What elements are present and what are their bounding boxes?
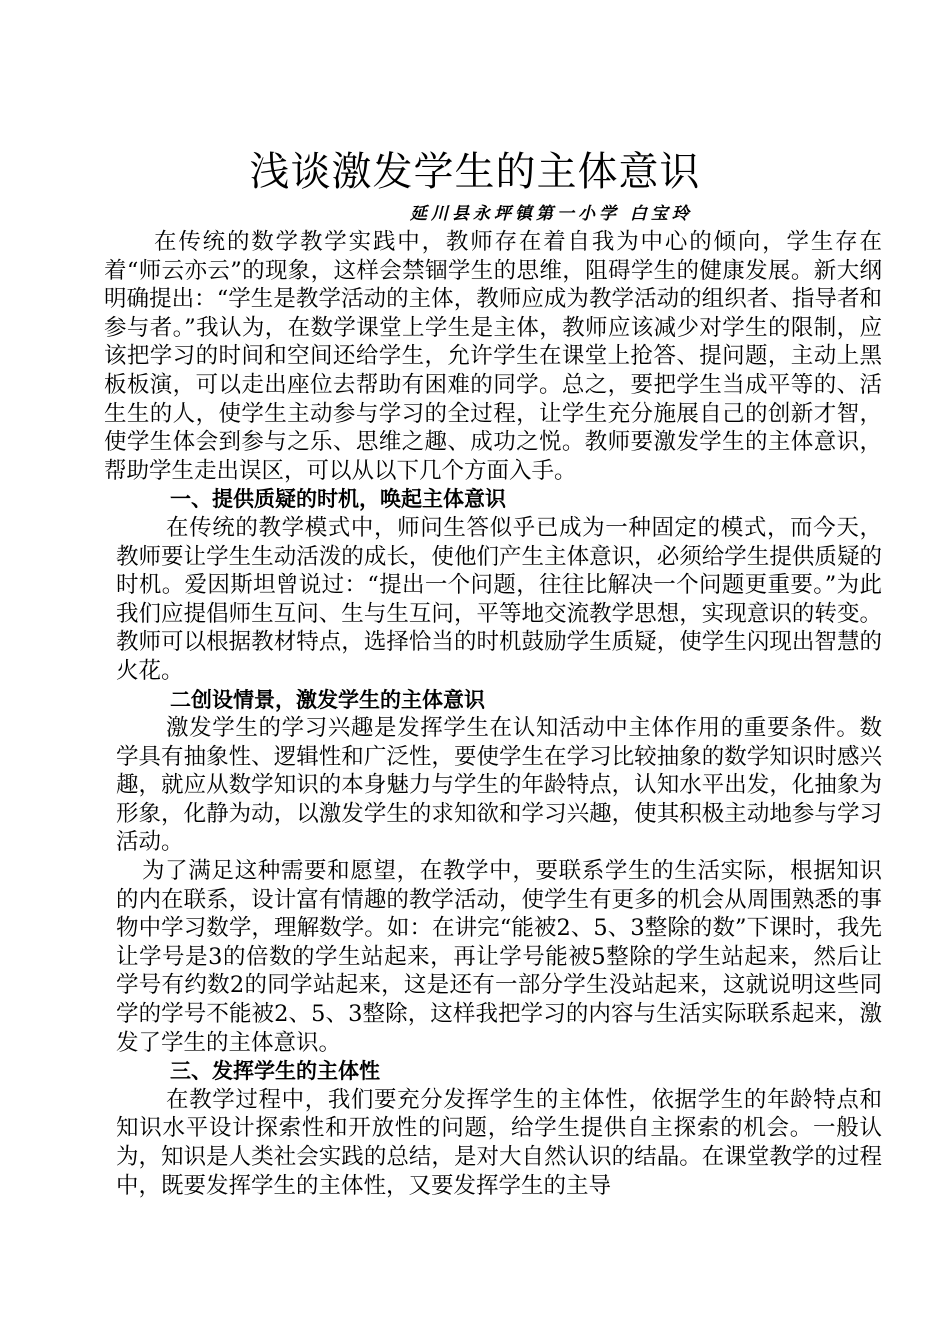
section-2-heading: 二创设情景，激发学生的主体意识 <box>170 687 485 712</box>
intro-paragraph: 在传统的数学教学实践中，教师存在着自我为中心的倾向，学生存在着“师云亦云”的现象，这样会禁锢学生的思维，阻碍学生的健康发展。新大纲明确提出：“学生是教学活动的主体，教师应成为教学活动的组织者、指导者和参与者。”我认为，在数学课堂上学生是主体，教师应该减少对学生的限制，应该把学习的时间和空间还给学生，允许学生在课堂上抢答、提问题，主动上黑板板演，可以走出座位去帮助有困难的同学。总之，要把学生当成平等的、活生生的人，使学生主动参与学习的全过程，让学生充分施展自己的创新才智，使学生体会到参与之乐、思维之趣、成功之悦。教师要激发学生的主体意识，帮助学生走出误区，可以从以下几个方面入手。 <box>104 229 882 484</box>
section-1-heading: 一、提供质疑的时机，唤起主体意识 <box>170 487 506 512</box>
section-2-paragraph-2: 为了满足这种需要和愿望，在教学中，要联系学生的生活实际，根据知识的内在联系，设计富有情趣的教学活动，使学生有更多的机会从周围熟悉的事物中学习数学，理解数学。如：在讲完“能被2、5、3整除的数”下课时，我先让学号是3的倍数的学生站起来，再让学号能被5整除的学生站起来，然后让学号有约数2的同学站起来，这是还有一部分学生没站起来，这就说明这些同学的学号不能被2、5、3整除，这样我把学习的内容与生活实际联系起来，激发了学生的主体意识。 <box>116 858 882 1056</box>
document-title: 浅谈激发学生的主体意识 <box>249 149 701 195</box>
section-3-heading: 三、发挥学生的主体性 <box>170 1059 380 1084</box>
section-1-paragraph: 在传统的教学模式中，师问生答似乎已成为一种固定的模式，而今天，教师要让学生生动活泼的成长，使他们产生主体意识，必须给学生提供质疑的时机。爱因斯坦曾说过：“提出一个问题，往往比解决一个问题更重要。”为此我们应提倡师生互问、生与生互问，平等地交流教学思想，实现意识的转变。教师可以根据教材特点，选择恰当的时机鼓励学生质疑，使学生闪现出智慧的火花。 <box>116 514 882 684</box>
section-2-paragraph-1: 激发学生的学习兴趣是发挥学生在认知活动中主体作用的重要条件。数学具有抽象性、逻辑性和广泛性，要使学生在学习比较抽象的数学知识时感兴趣，就应从数学知识的本身魅力与学生的年龄特点，认知水平出发，化抽象为形象，化静为动，以激发学生的求知欲和学习兴趣，使其积极主动地参与学习活动。 <box>116 715 882 856</box>
document-body <box>104 228 882 1200</box>
author-byline: 延川县永坪镇第一小学 白宝玲 <box>410 204 693 224</box>
section-3-paragraph: 在教学过程中，我们要充分发挥学生的主体性，依据学生的年龄特点和知识水平设计探索性和开放性的问题，给学生提供自主探索的机会。一般认为，知识是人类社会实践的总结，是对大自然认识的结晶。在课堂教学的过程中，既要发挥学生的主体性，又要发挥学生的主导 <box>116 1086 882 1199</box>
